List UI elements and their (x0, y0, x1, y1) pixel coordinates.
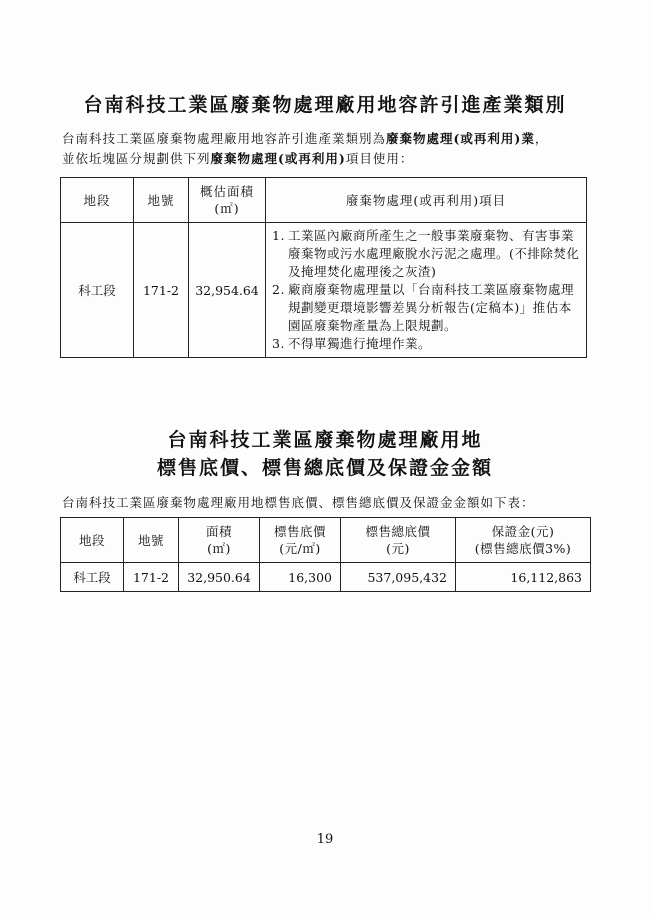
section2-title-line1: 台南科技工業區廢棄物處理廠用地 (167, 429, 483, 451)
cell-area: 32,954.64 (189, 223, 266, 358)
header-line2: (㎡) (207, 541, 231, 556)
header-deposit (456, 518, 591, 563)
section1-paragraph-line1 (62, 130, 602, 148)
para-text: 項目使用： (345, 151, 414, 166)
header-line1: 標售底價 (273, 524, 326, 539)
item-text: 不得單獨進行掩埋作業。 (288, 336, 432, 351)
item-number: 2. (272, 282, 285, 297)
header-line2: (元) (386, 541, 410, 556)
header-line2: (標售總底價3%) (474, 541, 572, 556)
header-line2: (元/㎡) (279, 541, 321, 556)
cell-items (266, 223, 587, 358)
header-unit-price (260, 518, 341, 563)
list-item (272, 281, 580, 335)
price-table (60, 517, 591, 592)
section1-paragraph-line2 (62, 150, 602, 168)
item-text: 廠商廢棄物處理量以「台南科技工業區廢棄物處理規劃變更環境影響差異分析報告(定稿本)」推估本園區廢棄物產量為上限規劃。 (288, 282, 575, 333)
para-bold-text: 廢棄物處理(或再利用) (210, 151, 346, 166)
page-number: 19 (316, 832, 334, 847)
header-total-price (341, 518, 456, 563)
cell-total-price: 537,095,432 (341, 563, 456, 592)
table-row (61, 563, 591, 592)
cell-area: 32,950.64 (179, 563, 260, 592)
para-bold-text: 廢棄物處理(或再利用)業 (386, 131, 535, 146)
header-line1: 地號 (137, 532, 164, 548)
list-item (272, 335, 580, 353)
table-header-row (61, 178, 587, 223)
section1-title: 台南科技工業區廢棄物處理廠用地容許引進產業類別 (83, 94, 567, 116)
cell-section: 科工段 (61, 563, 124, 592)
header-section: 地段 (61, 178, 134, 223)
header-line1: 保證金(元) (491, 524, 555, 539)
header-line1: 地段 (78, 532, 105, 548)
para-text: 台南科技工業區廢棄物處理廠用地容許引進產業類別為 (62, 131, 387, 146)
section2-title-line2: 標售底價、標售總底價及保證金金額 (156, 457, 493, 479)
header-line1: 標售總底價 (365, 524, 431, 539)
industry-category-table (60, 177, 587, 358)
header-area (179, 518, 260, 563)
para-text: ， (534, 131, 549, 146)
item-number: 3. (272, 336, 285, 351)
item-number: 1. (272, 228, 285, 243)
header-line1: 面積 (205, 524, 232, 539)
header-area: 概估面積(㎡) (189, 178, 266, 223)
table-row (61, 223, 587, 358)
section2-paragraph: 台南科技工業區廢棄物處理廠用地標售底價、標售總底價及保證金金額如下表： (62, 495, 535, 510)
cell-section: 科工段 (61, 223, 134, 358)
item-text: 工業區內廠商所產生之一般事業廢棄物、有害事業廢棄物或污水處理廠脫水污泥之處理。(不排除焚化及掩埋焚化處理後之灰渣) (288, 228, 580, 279)
header-lot: 地號 (134, 178, 189, 223)
header-lot (124, 518, 179, 563)
para-text: 並依坵塊區分規劃供下列 (62, 151, 211, 166)
header-items: 廢棄物處理(或再利用)項目 (266, 178, 587, 223)
cell-lot: 171-2 (134, 223, 189, 358)
header-section (61, 518, 124, 563)
cell-lot: 171-2 (124, 563, 179, 592)
list-item (272, 227, 580, 281)
cell-unit-price: 16,300 (260, 563, 341, 592)
cell-deposit: 16,112,863 (456, 563, 591, 592)
table-header-row (61, 518, 591, 563)
